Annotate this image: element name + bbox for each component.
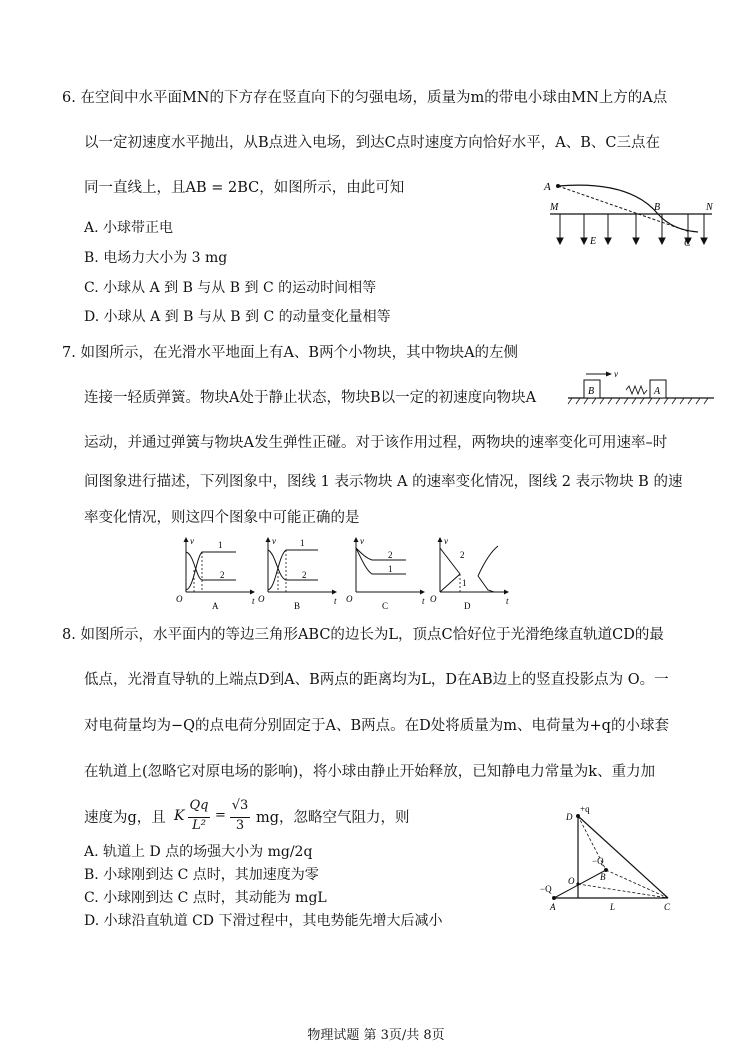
q7-graph-d-o: O <box>430 594 437 604</box>
q8-figure <box>540 804 680 916</box>
q6-option-a: A. 小球带正电 <box>84 220 174 236</box>
q8-formula-den2: 3 <box>235 818 245 833</box>
q7-graph-b-v: v <box>272 536 276 546</box>
q7-graph-c <box>346 536 425 611</box>
q7-line-5: 率变化情况，则这四个图象中可能正确的是 <box>84 510 360 526</box>
q8-label-c: C <box>664 902 671 912</box>
q7-graph-b-t: t <box>334 596 337 606</box>
q7-graph-d-t: t <box>506 596 509 606</box>
q7-line-4: 间图象进行描述，下列图象中，图线 1 表示物块 A 的速率变化情况，图线 2 表示物块 B 的速 <box>84 474 683 490</box>
q8-formula-den: L² <box>192 818 206 833</box>
q7-graph-a-l1: 1 <box>218 540 223 550</box>
q8-label-a: A <box>550 902 556 912</box>
q8-formula-eq: = <box>215 808 226 823</box>
q8-label-q-a: −Q <box>540 884 552 894</box>
q7-graph-c-letter: C <box>382 601 389 611</box>
q8-formula-num: Qq <box>189 798 209 813</box>
q7-graph-c-o: O <box>346 594 353 604</box>
q6-label-n: N <box>706 202 713 213</box>
q8-formula-tail: mg，忽略空气阻力，则 <box>256 810 410 826</box>
q8-label-d: D <box>566 812 573 822</box>
q6-figure <box>540 176 720 280</box>
q8-formula-num2: √3 <box>231 798 249 813</box>
q8-formula-k: K <box>174 808 185 824</box>
q6-label-e: E <box>590 236 597 247</box>
q7-graphs <box>172 534 522 612</box>
q8-option-d: D. 小球沿直轨道 CD 下滑过程中，其电势能先增大后减小 <box>84 913 443 929</box>
q7-label-a: A <box>654 386 661 397</box>
q6-line-3: 同一直线上，且AB = 2BC，如图所示，由此可知 <box>84 180 405 196</box>
q6-abc-line <box>558 186 690 232</box>
q7-label-b: B <box>588 386 595 397</box>
q7-graph-d <box>430 536 509 611</box>
q7-graph-a-o: O <box>176 594 183 604</box>
q7-graph-d-l1: 1 <box>462 578 467 588</box>
q7-line-2: 连接一轻质弹簧。物块A处于静止状态，物块B以一定的初速度向物块A <box>84 390 537 406</box>
q6-line-1: 6. 在空间中水平面MN的下方存在竖直向下的匀强电场，质量为m的带电小球由MN上方的A点 <box>62 90 668 106</box>
q8-label-q: +q <box>580 804 590 814</box>
q8-point-o <box>576 882 579 885</box>
q7-graph-a-line-1 <box>186 552 236 590</box>
q8-point-a <box>552 896 556 900</box>
q6-label-m: M <box>550 202 559 213</box>
q7-line-1: 7. 如图所示，在光滑水平地面上有A、B两个小物块，其中物块A的左侧 <box>62 345 519 361</box>
q6-option-b: B. 电场力大小为 3 mg <box>84 250 228 266</box>
q7-graph-a-t: t <box>252 596 255 606</box>
q7-graph-d-line-2a <box>440 548 460 574</box>
q7-graph-d-v: v <box>444 536 448 546</box>
q8-line-2: 低点，光滑直导轨的上端点D到A、B两点的距离均为L，D在AB边上的竖直投影点为 O。一 <box>84 672 669 688</box>
q8-side-bc <box>606 870 668 898</box>
q7-graph-c-l2: 2 <box>388 550 393 560</box>
q7-graph-b-l1: 1 <box>300 538 305 548</box>
q8-option-a: A. 轨道上 D 点的场强大小为 mg/2q <box>84 844 313 860</box>
q8-line-1: 8. 如图所示，水平面内的等边三角形ABC的边长为L，顶点C恰好位于光滑绝缘直轨道CD的最 <box>62 627 664 643</box>
q8-line-5-start: 速度为g，且 <box>84 810 166 826</box>
q7-graph-d-l2: 2 <box>460 550 465 560</box>
q6-option-d: D. 小球从 A 到 B 与从 B 到 C 的动量变化量相等 <box>84 309 391 325</box>
q7-line-3: 运动，并通过弹簧与物块A发生弹性正碰。对于该作用过程，两物块的速率变化可用速率–时 <box>84 435 668 451</box>
page-footer: 物理试题 第 3页/共 8页 <box>307 1028 445 1043</box>
q6-label-b: B <box>654 202 661 213</box>
q8-charge-q <box>576 814 580 818</box>
q7-graph-c-t: t <box>422 596 425 606</box>
q8-line-4: 在轨道上(忽略它对原电场的影响)，将小球由静止开始释放，已知静电力常量为k、重力加 <box>84 764 656 780</box>
q7-graph-d-line-1b <box>478 576 494 592</box>
q8-line-3: 对电荷量均为−Q的点电荷分别固定于A、B两点。在D处将质量为m、电荷量为+q的小球套 <box>84 718 669 734</box>
q7-graph-d-letter: D <box>464 601 471 611</box>
q8-option-b: B. 小球刚到达 C 点时，其加速度为零 <box>84 867 319 883</box>
q6-trajectory <box>558 185 698 232</box>
q7-graph-d-line-1a <box>440 574 460 592</box>
q7-graph-a-letter: A <box>212 601 219 611</box>
q7-graph-c-v: v <box>360 536 364 546</box>
q8-label-b: B <box>600 872 606 882</box>
q7-graph-a-v: v <box>190 536 194 546</box>
q7-graph-c-l1: 1 <box>388 564 393 574</box>
q7-graph-b-o: O <box>258 594 265 604</box>
q7-figure <box>566 366 716 408</box>
q8-label-o: O <box>568 876 575 886</box>
q7-ground-hatch <box>568 398 708 404</box>
q7-graph-d-line-2b <box>478 546 498 576</box>
q7-graph-b-l2: 2 <box>302 570 307 580</box>
q8-label-q-b: −Q <box>592 856 604 866</box>
q6-label-c: C <box>684 238 691 249</box>
q6-option-c: C. 小球从 A 到 B 与从 B 到 C 的运动时间相等 <box>84 280 377 296</box>
q7-graph-a <box>176 536 255 611</box>
q7-graph-b-letter: B <box>294 601 301 611</box>
q7-label-v: v <box>614 369 618 379</box>
q8-option-c: C. 小球刚到达 C 点时，其动能为 mgL <box>84 890 327 906</box>
q6-line-2: 以一定初速度水平抛出，从B点进入电场，到达C点时速度方向恰好水平，A、B、C三点在 <box>84 135 660 151</box>
q7-graph-c-line-1 <box>356 548 406 574</box>
q6-ball <box>556 184 560 188</box>
q7-graph-b-line-1 <box>268 550 318 590</box>
q7-graph-b <box>258 536 337 611</box>
q6-label-a: A <box>544 181 551 193</box>
q7-graph-a-l2: 2 <box>220 570 225 580</box>
q7-spring <box>626 386 647 394</box>
q8-label-l: L <box>610 902 616 912</box>
q7-graph-c-line-2 <box>356 548 406 560</box>
